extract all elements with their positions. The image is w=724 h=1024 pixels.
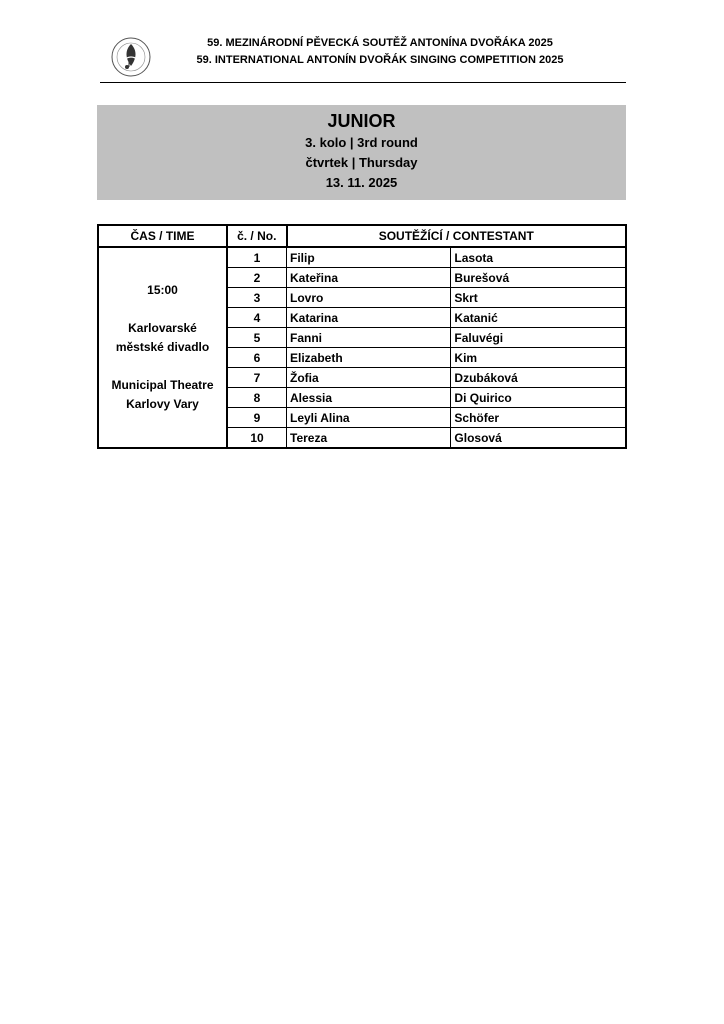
col-header-time: ČAS / TIME [98,225,227,247]
contestant-first-name: Fanni [287,328,451,348]
header-divider [100,82,626,83]
day-label: čtvrtek | Thursday [305,155,418,170]
contestant-number: 2 [227,268,287,288]
venue-en-line1: Municipal Theatre [111,378,214,392]
contestant-first-name: Žofia [287,368,451,388]
contestant-last-name: Glosová [451,428,626,449]
schedule-table [97,224,627,449]
contestant-number: 4 [227,308,287,328]
contestant-last-name: Burešová [451,268,626,288]
competition-logo-icon [110,36,152,78]
start-time: 15:00 [147,283,178,297]
contestant-last-name: Lasota [451,247,626,268]
venue-cz-line2: městské divadlo [115,340,210,354]
venue-en-line2: Karlovy Vary [126,397,199,411]
round-banner [97,105,626,200]
contestant-last-name: Faluvégi [451,328,626,348]
contestant-last-name: Dzubáková [451,368,626,388]
category-title: JUNIOR [327,111,396,131]
contestant-first-name: Tereza [287,428,451,449]
contestant-first-name: Leyli Alina [287,408,451,428]
contestant-number: 6 [227,348,287,368]
contestant-number: 1 [227,247,287,268]
contestant-first-name: Lovro [287,288,451,308]
contestant-first-name: Filip [287,247,451,268]
contestant-last-name: Kim [451,348,626,368]
contestant-number: 9 [227,408,287,428]
contestant-last-name: Skrt [451,288,626,308]
contestant-first-name: Katarina [287,308,451,328]
contestant-number: 7 [227,368,287,388]
date-label: 13. 11. 2025 [325,175,398,190]
contestant-number: 3 [227,288,287,308]
contestant-number: 10 [227,428,287,449]
contestant-last-name: Katanić [451,308,626,328]
table-header-row [98,225,626,247]
header-title-cz: 59. MEZINÁRODNÍ PĚVECKÁ SOUTĚŽ ANTONÍNA DVOŘÁKA 2025 [207,37,553,49]
time-venue-cell [98,247,227,448]
col-header-contestant: SOUTĚŽÍCÍ / CONTESTANT [287,225,627,247]
contestant-first-name: Kateřina [287,268,451,288]
table-row [98,247,626,268]
contestant-number: 8 [227,388,287,408]
contestant-number: 5 [227,328,287,348]
col-header-number: č. / No. [227,225,287,247]
contestant-last-name: Di Quirico [451,388,626,408]
contestant-first-name: Elizabeth [287,348,451,368]
header-title-en: 59. INTERNATIONAL ANTONÍN DVOŘÁK SINGING COMPETITION 2025 [196,54,564,66]
contestant-last-name: Schöfer [451,408,626,428]
round-label: 3. kolo | 3rd round [305,135,418,150]
venue-cz-line1: Karlovarské [128,321,197,335]
contestant-first-name: Alessia [287,388,451,408]
